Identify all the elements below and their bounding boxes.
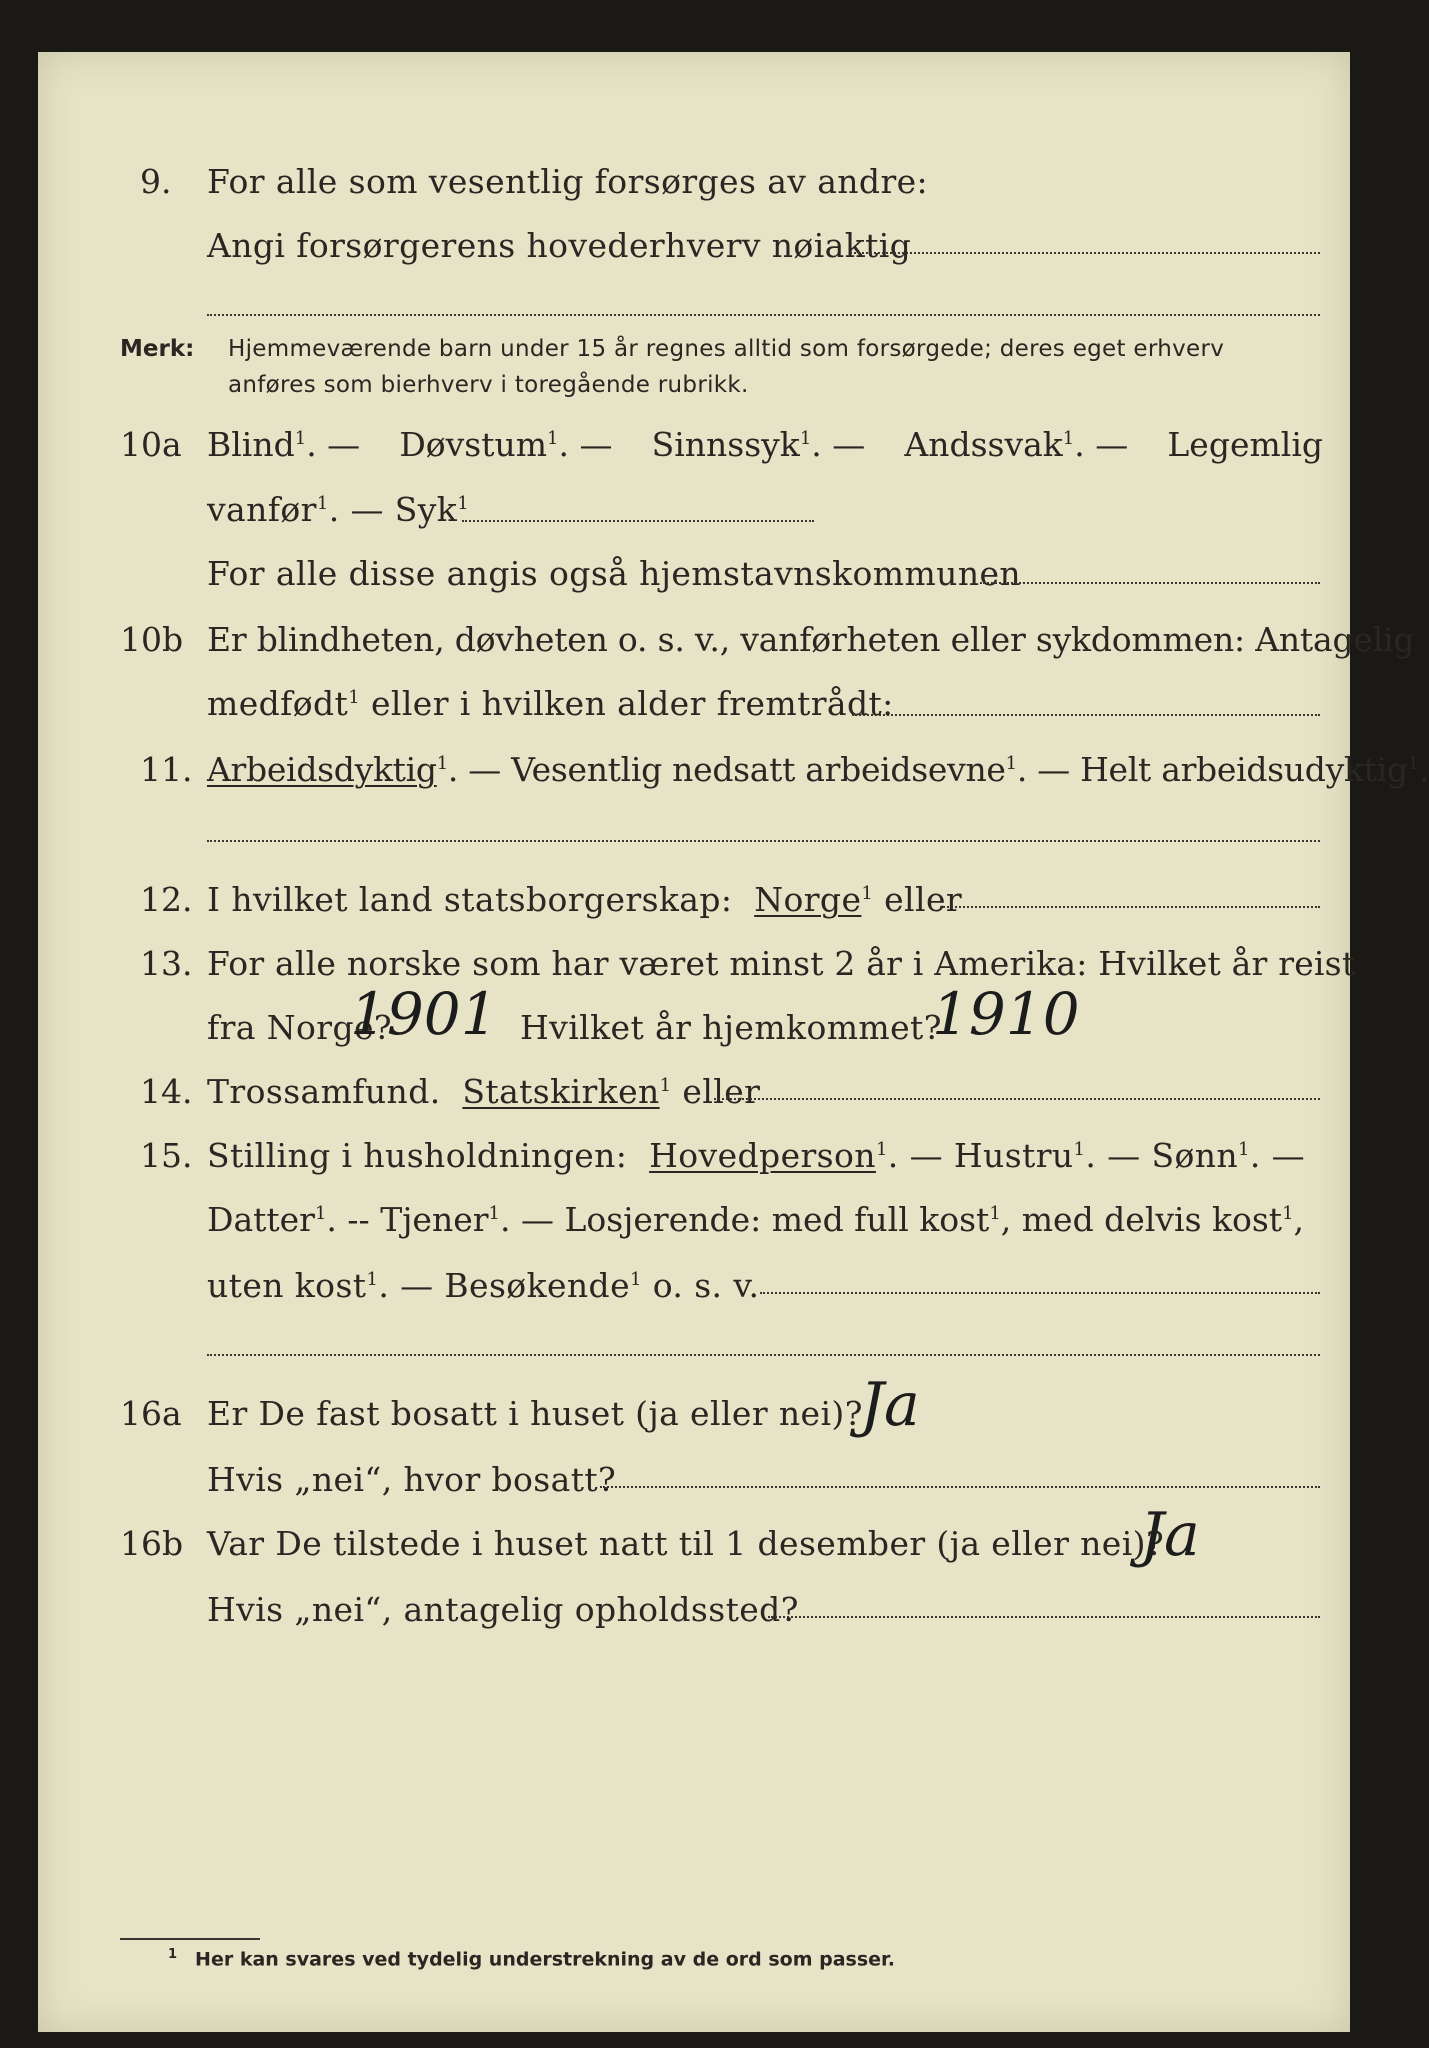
option-hovedperson-underlined: Hovedperson [649, 1136, 876, 1175]
superscript: 1 [1005, 753, 1017, 774]
q15-osv: o. s. v. [641, 1266, 760, 1305]
option-sonn: . — Sønn [1085, 1136, 1239, 1175]
q10b-number: 10b [120, 620, 184, 659]
superscript: 1 [366, 1269, 379, 1290]
superscript: 1 [1073, 1139, 1086, 1160]
q12-answer-line [940, 906, 1320, 908]
option-nedsatt: . — Vesentlig nedsatt arbeidsevne [447, 750, 1006, 789]
q16a-number: 16a [120, 1394, 182, 1433]
q10b-line-2 [207, 684, 894, 723]
superscript: 1 [1062, 428, 1075, 449]
note-line-1: Hjemmeværende barn under 15 år regnes alltid som forsørgede; deres eget erhverv [228, 336, 1225, 362]
footnote-rule [120, 1938, 260, 1940]
q10a-home-municipality-label: For alle disse angis også hjemstavnskommunen [207, 554, 1022, 593]
q12-line [207, 880, 962, 919]
q15-question: Stilling i husholdningen: [207, 1136, 628, 1175]
q12-question: I hvilket land statsborgerskap: [207, 880, 733, 919]
separator: . — [811, 425, 866, 464]
q13-number: 13. [140, 944, 193, 983]
q9-number: 9. [140, 162, 172, 201]
q16b-question: Var De tilstede i huset natt til 1 desember (ja eller nei)? [207, 1524, 1165, 1563]
superscript: 1 [1407, 753, 1419, 774]
footnote [168, 1947, 895, 1970]
superscript: 1 [989, 1203, 1001, 1224]
separator: . — [306, 425, 361, 464]
q13-handwritten-year-left: 1901 [350, 980, 498, 1048]
superscript: 1 [799, 428, 812, 449]
superscript: 1 [316, 493, 329, 514]
superscript: 1 [314, 1203, 327, 1224]
q16b-number: 16b [120, 1524, 184, 1563]
option-statskirken-underlined: Statskirken [462, 1072, 660, 1111]
option-losjerende-full: . — Losjerende: med full kost [499, 1200, 990, 1239]
q14-question: Trossamfund. [207, 1072, 441, 1111]
q10a-answer-line [462, 520, 814, 522]
q10b-question: Er blindheten, døvheten o. s. v., vanførheten eller sykdommen: Antagelig [207, 620, 1415, 659]
q10b-age-label: eller i hvilken alder fremtrådt: [360, 684, 894, 723]
q9-answer-line [850, 252, 1320, 254]
q9-second-answer-line [207, 314, 1320, 316]
q15-line-2 [207, 1200, 1304, 1239]
option-norge-underlined: Norge [754, 880, 862, 919]
option-delvis-kost: , med delvis kost [1000, 1200, 1283, 1239]
option-sinnssyk: Sinnssyk [651, 425, 800, 464]
separator: . — [1074, 425, 1129, 464]
comma: , [1293, 1200, 1305, 1239]
option-datter: Datter [207, 1200, 315, 1239]
q15-number: 15. [140, 1136, 193, 1175]
option-andssvak: Andssvak [904, 425, 1063, 464]
q11-options [207, 750, 1429, 789]
q12-number: 12. [140, 880, 193, 919]
q9-question: For alle som vesentlig forsørges av andre: [207, 162, 929, 201]
superscript: 1 [875, 1139, 888, 1160]
option-dovstum: Døvstum [399, 425, 548, 464]
q13-question: For alle norske som har været minst 2 år i Amerika: Hvilket år reist [207, 944, 1356, 983]
option-besokende: . — Besøkende [378, 1266, 630, 1305]
q15-answer-line [760, 1292, 1320, 1294]
separator: . — [558, 425, 613, 464]
option-uten-kost: uten kost [207, 1266, 367, 1305]
q13-handwritten-year-return: 1910 [932, 980, 1080, 1048]
q16b-whereabouts-label: Hvis „nei“, antagelig opholdssted? [207, 1590, 799, 1629]
q16a-where-label: Hvis „nei“, hvor bosatt? [207, 1460, 617, 1499]
q11-number: 11. [140, 750, 193, 789]
q16a-handwritten-answer: Ja [860, 1370, 920, 1440]
q16b-answer-line [768, 1616, 1320, 1618]
note-line-2: anføres som bierhverv i toregående rubrikk. [228, 372, 749, 398]
q11-answer-line [207, 840, 1320, 842]
note-label: Merk: [120, 336, 195, 362]
q9-main-occupation-label: Angi forsørgerens hovederhverv nøiaktig [207, 226, 912, 265]
q13-emigration-label: fra Norge? [207, 1008, 393, 1047]
superscript: 1 [861, 883, 874, 904]
q15-line-3 [207, 1266, 759, 1305]
superscript: 1 [547, 428, 559, 449]
superscript: 1 [488, 1203, 500, 1224]
q10a-number: 10a [120, 425, 182, 464]
option-hustru: . — Hustru [887, 1136, 1074, 1175]
q14-answer-line [714, 1098, 1320, 1100]
option-tjener: . -- Tjener [326, 1200, 489, 1239]
superscript: 1 [348, 687, 361, 708]
q14-number: 14. [140, 1072, 193, 1111]
option-syk: . — Syk [328, 490, 458, 529]
q13-return-label: Hvilket år hjemkommet? [520, 1008, 942, 1047]
option-arbeidsdyktig-underlined: Arbeidsdyktig [207, 750, 437, 789]
q16b-handwritten-answer: Ja [1140, 1500, 1200, 1570]
superscript: 1 [436, 753, 448, 774]
q12-or: eller [873, 880, 963, 919]
option-blind: Blind [207, 425, 295, 464]
option-udyktig: . — Helt arbeidsudyktig [1016, 750, 1408, 789]
q15-second-answer-line [207, 1354, 1320, 1356]
superscript: 1 [1282, 1203, 1294, 1224]
q10a-municipality-line [980, 582, 1320, 584]
superscript: 1 [630, 1269, 642, 1290]
q10b-answer-line [852, 714, 1320, 716]
separator: . — [1249, 1136, 1306, 1175]
q14-line [207, 1072, 760, 1111]
q10a-line-2 [207, 490, 469, 529]
superscript: 1 [457, 493, 470, 514]
q16a-answer-line [600, 1486, 1320, 1488]
superscript: 1 [659, 1075, 672, 1096]
q14-or: eller [671, 1072, 761, 1111]
q16a-question: Er De fast bosatt i huset (ja eller nei)? [207, 1394, 863, 1433]
option-medfodt: medfødt [207, 684, 349, 723]
footnote-text: Her kan svares ved tydelig understrekning av de ord som passer. [195, 1948, 895, 1971]
option-vanfor: vanfør [207, 490, 317, 529]
superscript: 1 [1238, 1139, 1250, 1160]
superscript: 1 [294, 428, 307, 449]
period: . [1418, 750, 1429, 789]
footnote-mark: 1 [168, 1947, 178, 1962]
q15-line-1 [207, 1136, 1305, 1175]
option-legemlig: Legemlig [1167, 425, 1323, 464]
q10a-options [207, 425, 1323, 464]
